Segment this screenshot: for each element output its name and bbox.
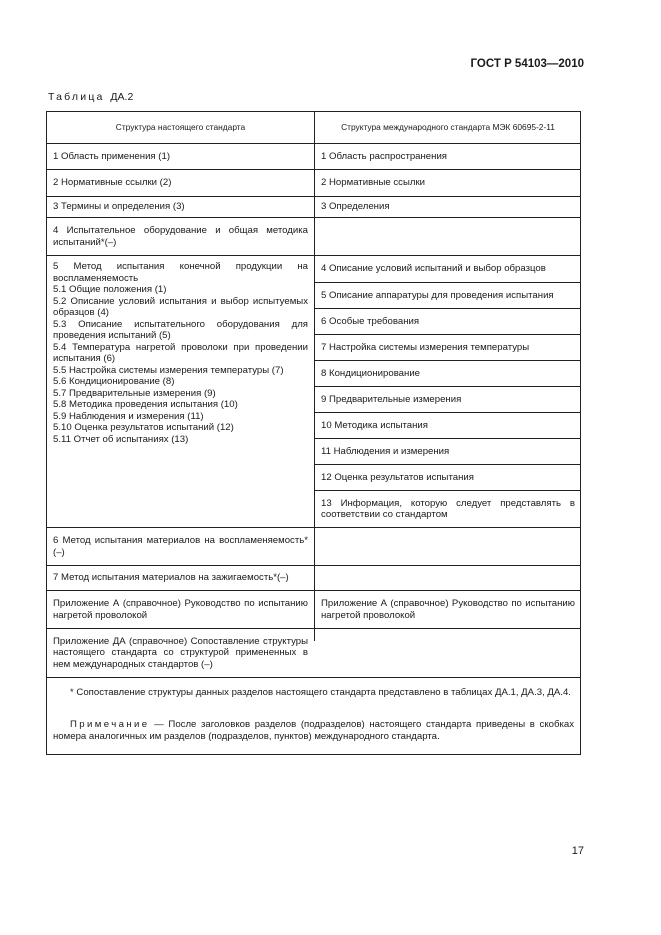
note-label: Примечание: [70, 719, 150, 730]
section5-line: 5.8 Методика проведения испытания (10): [53, 399, 238, 410]
comparison-table: [46, 111, 581, 755]
table-row-left: Приложение ДА (справочное) Сопоставление структуры настоящего стандарта со структурой примененных в нем международных стандартов (–): [53, 635, 308, 670]
table-row-left: 1 Область применения (1): [53, 150, 171, 162]
row-divider: [47, 677, 580, 678]
section5-right-item: 4 Описание условий испытаний и выбор образцов: [321, 263, 546, 275]
table-row-right: [315, 566, 581, 590]
section5-line: 5 Метод испытания конечной продукции на воспламеняемость: [53, 261, 308, 284]
section5-left: [47, 261, 314, 521]
footnote-text: * Сопоставление структуры данных разделов настоящего стандарта представлено в таблицах ДА.1, ДА.3, ДА.4.: [70, 687, 571, 698]
table-row-left: 3 Термины и определения (3): [53, 201, 185, 213]
section5-right-item: 5 Описание аппаратуры для проведения испытания: [321, 290, 554, 302]
section5-line: 5.10 Оценка результатов испытаний (12): [53, 422, 234, 433]
table-row-right: Приложение А (справочное) Руководство по испытанию нагретой проволокой: [321, 598, 575, 621]
table-footnote: [47, 687, 580, 699]
table-note: [47, 719, 580, 742]
section5-right-item: 6 Особые требования: [321, 316, 420, 328]
section5-right-item: 13 Информация, которую следует представлять в соответствии со стандартом: [321, 497, 575, 520]
section5-right-item: 12 Оценка результатов испытания: [321, 472, 474, 484]
table-row-left: 7 Метод испытания материалов на зажигаемость*(–): [53, 572, 289, 584]
table-row-right: 3 Определения: [321, 201, 390, 213]
section5-line: 5.3 Описание испытательного оборудования для проведения испытаний (5): [53, 318, 308, 341]
section5-line: 5.4 Температура нагретой проволоки при проведении испытания (6): [53, 341, 308, 364]
table-row-right: [315, 218, 581, 255]
section5-right-item: 9 Предварительные измерения: [321, 394, 462, 406]
section5-right-item: 10 Методика испытания: [321, 420, 428, 432]
table-caption-label: Таблица: [48, 91, 105, 103]
table-row-left: Приложение А (справочное) Руководство по испытанию нагретой проволокой: [53, 598, 308, 621]
table-caption: [48, 91, 133, 103]
col-header-left: Структура настоящего стандарта: [115, 121, 246, 132]
section5-line: 5.9 Наблюдения и измерения (11): [53, 410, 204, 422]
note-text: — После заголовков разделов (подразделов) настоящего стандарта приведены в скобках номера аналогичных им разделов (подразделов, пунктов) международного стандарта.: [53, 719, 574, 742]
table-caption-number: ДА.2: [110, 91, 134, 103]
section5-line: 5.5 Настройка системы измерения температуры (7): [53, 364, 284, 376]
table-row-left: 4 Испытательное оборудование и общая методика испытаний*(–): [53, 225, 308, 248]
section5-right-item: 7 Настройка системы измерения температуры: [321, 342, 530, 354]
document-header: ГОСТ Р 54103—2010: [470, 58, 584, 70]
section5-line: 5.2 Описание условий испытания и выбор испытуемых образцов (4): [53, 295, 308, 318]
section5-line: 5.6 Кондиционирование (8): [53, 376, 175, 387]
section5-line: 5.11 Отчет об испытаниях (13): [53, 433, 189, 445]
col-header-right: Структура международного стандарта МЭК 60695-2-11: [341, 121, 555, 132]
section5-line: 5.1 Общие положения (1): [53, 284, 167, 295]
table-row-right: 2 Нормативные ссылки: [321, 177, 426, 189]
table-row-right: 1 Область распространения: [321, 150, 447, 162]
section5-right-item: 8 Кондиционирование: [321, 368, 421, 380]
table-row-left: 2 Нормативные ссылки (2): [53, 177, 172, 189]
table-row-right: [315, 629, 581, 677]
table-row-left: 6 Метод испытания материалов на воспламеняемость*(–): [53, 535, 308, 558]
section5-line: 5.7 Предварительные измерения (9): [53, 387, 216, 399]
table-row-right: [315, 528, 581, 565]
page-number: 17: [571, 845, 584, 857]
section5-right-item: 11 Наблюдения и измерения: [321, 446, 450, 458]
